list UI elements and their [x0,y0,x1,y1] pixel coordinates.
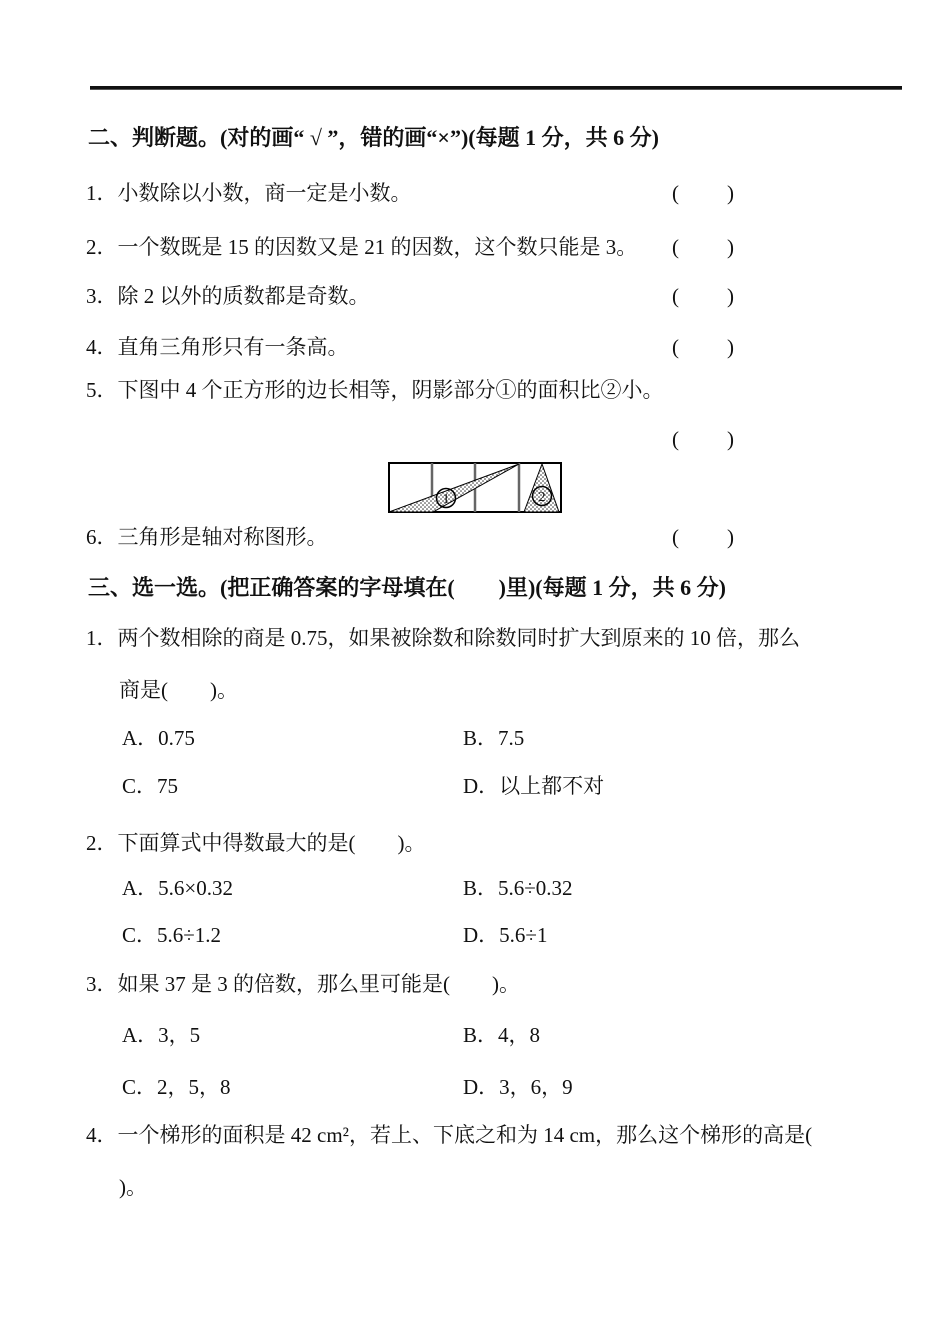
choice-item-3-text [86,970,520,998]
judgment-item-3-answer-blank: ( ) [672,284,736,308]
choice-item-4-statement: 一个梯形的面积是 42 cm²，若上、下底之和为 14 cm，那么这个梯形的高是( [117,1123,813,1147]
judgment-item-1-statement: 小数除以小数，商一定是小数。 [117,181,412,205]
choice-item-3-options-row-1 [0,1021,950,1049]
choice-item-3-options-row-2 [0,1073,950,1101]
section-judgment [0,124,950,152]
choice-item-3-option-d: D．3，6，9 [463,1075,573,1099]
judgment-item-4-text [86,333,349,361]
header-rule [90,86,902,90]
section-choice-heading: 三、选一选。(把正确答案的字母填在( )里)(每题 1 分，共 6 分) [88,575,726,600]
judgment-item-6-text [86,523,328,551]
choice-item-2-text [86,829,426,857]
judgment-item-6-statement: 三角形是轴对称图形。 [117,525,328,549]
choice-item-2-options-row-2 [0,921,950,949]
choice-item-1-number: 1． [86,626,118,650]
judgment-item-5-number: 5． [86,378,118,402]
choice-item-1-statement: 两个数相除的商是 0.75，如果被除数和除数同时扩大到原来的 10 倍，那么 [117,626,800,650]
figure-label-2: 2 [538,490,546,505]
choice-item-4-statement-continued: )。 [119,1175,147,1199]
choice-item-2-number: 2． [86,831,118,855]
judgment-item-1-answer-blank: ( ) [672,181,736,205]
judgment-item-5-text [86,376,664,404]
choice-item-4-line-1 [0,1121,950,1149]
judgment-item-1 [0,179,950,207]
choice-item-1-options-row-1 [0,724,950,752]
choice-item-4-number: 4． [86,1123,118,1147]
choice-item-3-option-b: B．4，8 [463,1023,541,1047]
judgment-item-5-statement: 下图中 4 个正方形的边长相等，阴影部分①的面积比②小。 [117,378,664,402]
judgment-item-2-statement: 一个数既是 15 的因数又是 21 的因数，这个数只能是 3。 [117,235,638,259]
judgment-figure [388,462,562,513]
judgment-item-4-answer-blank: ( ) [672,335,736,359]
judgment-item-3-number: 3． [86,284,118,308]
choice-item-1-option-a: A．0.75 [122,726,195,750]
choice-item-1-text [86,624,800,652]
choice-item-1-options-row-2 [0,772,950,800]
judgment-item-1-text [86,179,412,207]
choice-item-4-text [86,1121,812,1149]
section-choice [0,574,950,602]
judgment-item-3-statement: 除 2 以外的质数都是奇数。 [117,284,370,308]
choice-item-1-option-b: B．7.5 [463,726,525,750]
choice-item-3-line-1 [0,970,950,998]
choice-item-2-option-b: B．5.6÷0.32 [463,876,573,900]
judgment-item-4-number: 4． [86,335,118,359]
choice-item-1-statement-continued: 商是( )。 [119,678,238,702]
judgment-item-2 [0,233,950,261]
choice-item-1-option-d: D．以上都不对 [463,774,605,798]
figure-label-1: 1 [442,492,450,507]
choice-item-3-option-c: C．2，5，8 [122,1075,231,1099]
judgment-item-2-answer-blank: ( ) [672,235,736,259]
choice-item-2-statement: 下面算式中得数最大的是( )。 [117,831,426,855]
judgment-item-6-number: 6． [86,525,118,549]
choice-item-1-option-c: C．75 [122,774,179,798]
choice-item-3-statement: 如果 37 是 3 的倍数，那么里可能是( )。 [117,972,520,996]
choice-item-1-line-2 [0,676,950,704]
choice-item-1-line-1 [0,624,950,652]
judgment-item-6-answer-blank: ( ) [672,525,736,549]
choice-item-2-options-row-1 [0,874,950,902]
judgment-item-5-answer-blank: ( ) [672,427,736,451]
choice-item-3-option-a: A．3，5 [122,1023,201,1047]
judgment-item-2-text [86,233,637,261]
choice-item-4-line-2 [0,1173,950,1201]
choice-item-2-line-1 [0,829,950,857]
judgment-item-3 [0,282,950,310]
judgment-item-5 [0,376,950,404]
judgment-item-2-number: 2． [86,235,118,259]
judgment-item-3-text [86,282,370,310]
choice-item-2-option-a: A．5.6×0.32 [122,876,234,900]
section-judgment-heading: 二、判断题。(对的画“ √ ”，错的画“×”)(每题 1 分，共 6 分) [88,125,659,150]
judgment-item-4-statement: 直角三角形只有一条高。 [117,335,349,359]
judgment-item-6 [0,523,950,551]
choice-item-2-option-d: D．5.6÷1 [463,923,548,947]
choice-item-2-option-c: C．5.6÷1.2 [122,923,222,947]
judgment-item-1-number: 1． [86,181,118,205]
judgment-item-5-answer-row [0,425,950,453]
judgment-item-4 [0,333,950,361]
choice-item-3-number: 3． [86,972,118,996]
